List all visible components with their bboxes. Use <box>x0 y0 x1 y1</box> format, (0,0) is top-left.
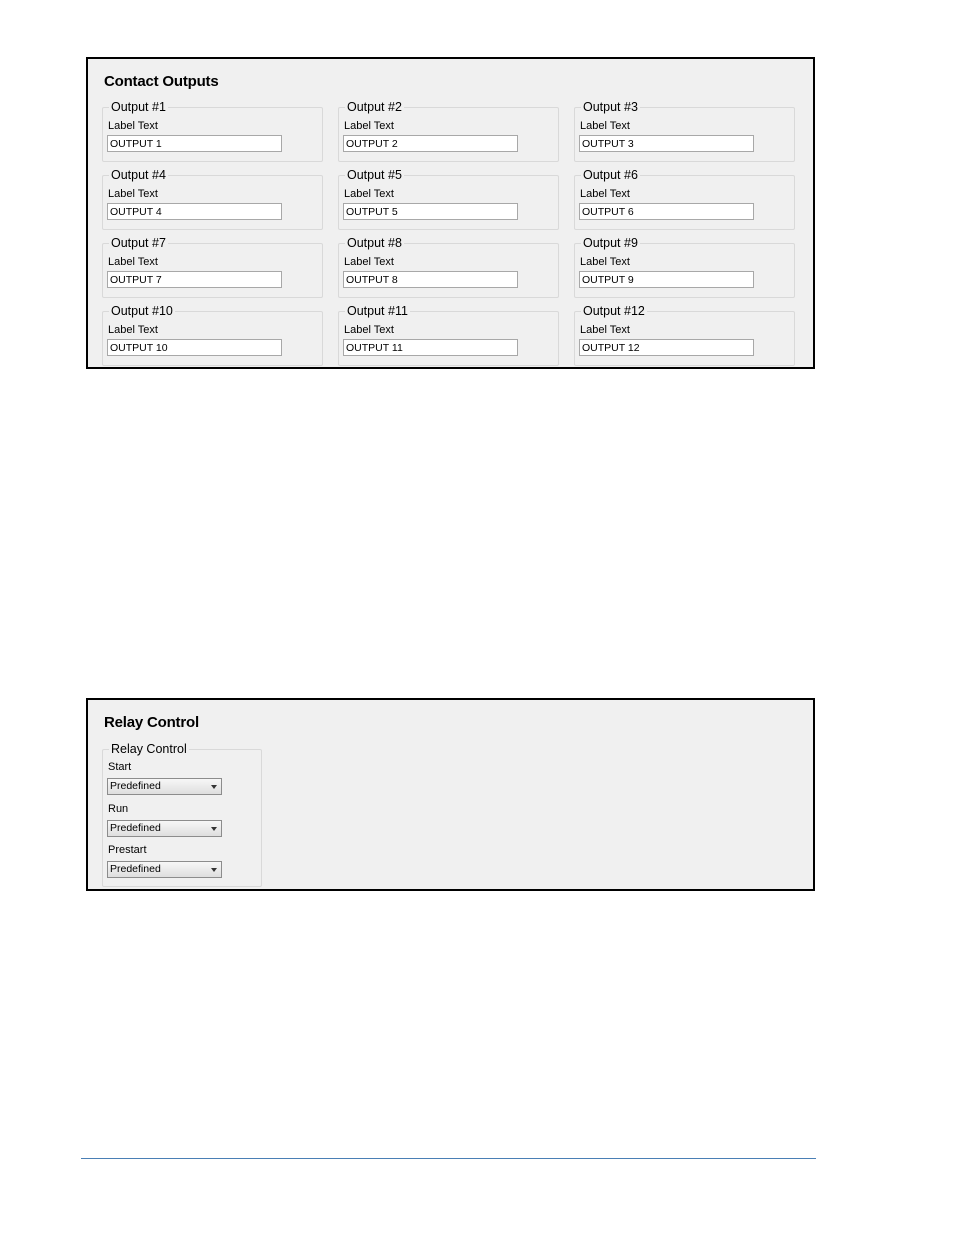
prestart-select[interactable] <box>107 861 222 878</box>
output-group-3 <box>574 100 795 162</box>
output-legend: Output #1 <box>111 100 166 114</box>
label-text-label: Label Text <box>108 256 158 268</box>
chevron-down-icon <box>211 827 217 831</box>
output-legend: Output #8 <box>347 236 402 250</box>
output-legend: Output #4 <box>111 168 166 182</box>
output-group-10 <box>102 304 323 366</box>
prestart-label: Prestart <box>108 844 147 856</box>
label-text-label: Label Text <box>344 256 394 268</box>
label-text-label: Label Text <box>580 324 630 336</box>
output-legend: Output #2 <box>347 100 402 114</box>
relay-control-group-legend: Relay Control <box>111 742 187 756</box>
output-label-input-8[interactable] <box>343 271 518 288</box>
output-legend: Output #12 <box>583 304 645 318</box>
output-group-5 <box>338 168 559 230</box>
output-label-input-2[interactable] <box>343 135 518 152</box>
label-text-label: Label Text <box>580 120 630 132</box>
output-label-input-1[interactable] <box>107 135 282 152</box>
output-group-7 <box>102 236 323 298</box>
label-text-label: Label Text <box>344 120 394 132</box>
output-legend: Output #9 <box>583 236 638 250</box>
output-label-input-5[interactable] <box>343 203 518 220</box>
label-text-label: Label Text <box>108 324 158 336</box>
run-select[interactable] <box>107 820 222 837</box>
output-label-input-7[interactable] <box>107 271 282 288</box>
relay-control-title: Relay Control <box>104 714 199 731</box>
output-label-input-9[interactable] <box>579 271 754 288</box>
label-text-label: Label Text <box>108 188 158 200</box>
output-group-12 <box>574 304 795 366</box>
output-legend: Output #10 <box>111 304 173 318</box>
label-text-label: Label Text <box>580 256 630 268</box>
chevron-down-icon <box>211 785 217 789</box>
output-legend: Output #6 <box>583 168 638 182</box>
output-group-6 <box>574 168 795 230</box>
run-select-value: Predefined <box>110 822 161 834</box>
output-legend: Output #5 <box>347 168 402 182</box>
output-legend: Output #7 <box>111 236 166 250</box>
output-group-1 <box>102 100 323 162</box>
output-label-input-11[interactable] <box>343 339 518 356</box>
output-legend: Output #11 <box>347 304 408 318</box>
chevron-down-icon <box>211 868 217 872</box>
start-select-value: Predefined <box>110 780 161 792</box>
output-legend: Output #3 <box>583 100 638 114</box>
relay-control-panel <box>86 698 815 891</box>
output-label-input-10[interactable] <box>107 339 282 356</box>
label-text-label: Label Text <box>108 120 158 132</box>
output-label-input-4[interactable] <box>107 203 282 220</box>
label-text-label: Label Text <box>344 188 394 200</box>
contact-outputs-panel <box>86 57 815 369</box>
output-label-input-12[interactable] <box>579 339 754 356</box>
output-group-11 <box>338 304 559 366</box>
prestart-select-value: Predefined <box>110 863 161 875</box>
output-group-9 <box>574 236 795 298</box>
output-group-2 <box>338 100 559 162</box>
output-group-8 <box>338 236 559 298</box>
label-text-label: Label Text <box>344 324 394 336</box>
output-label-input-3[interactable] <box>579 135 754 152</box>
start-label: Start <box>108 761 132 773</box>
output-label-input-6[interactable] <box>579 203 754 220</box>
output-group-4 <box>102 168 323 230</box>
relay-control-group <box>102 742 262 887</box>
footer-divider <box>81 1158 816 1159</box>
label-text-label: Label Text <box>580 188 630 200</box>
run-label: Run <box>108 803 129 815</box>
contact-outputs-title: Contact Outputs <box>104 73 219 90</box>
start-select[interactable] <box>107 778 222 795</box>
